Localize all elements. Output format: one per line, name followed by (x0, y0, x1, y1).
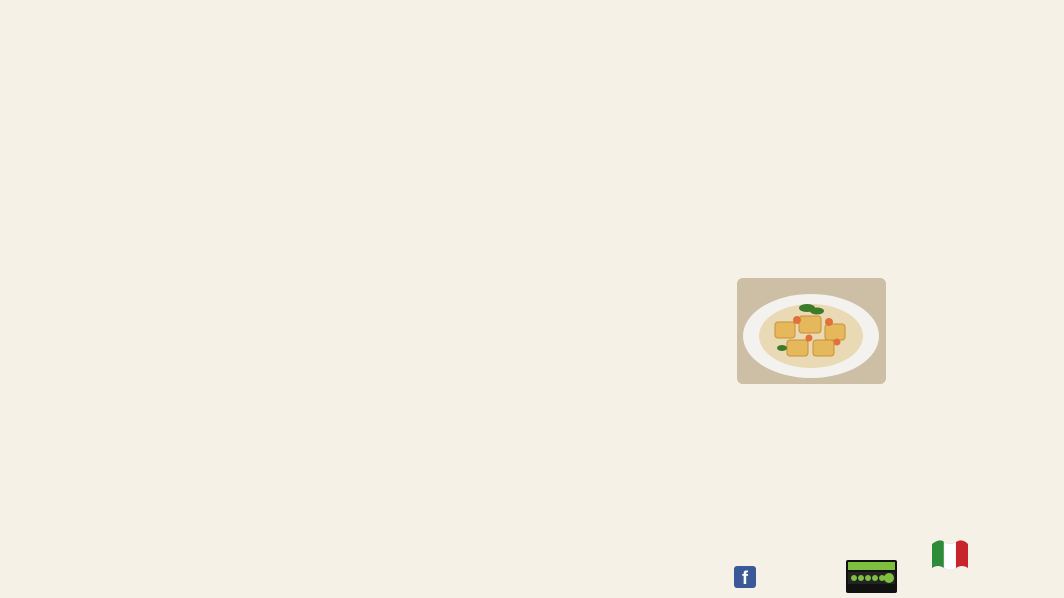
italian-flag-icon (930, 538, 970, 572)
pizza-section (494, 0, 722, 598)
garlic-bread-section (20, 0, 235, 260)
side-orders-section (20, 260, 235, 598)
pasta-section (250, 0, 470, 598)
ravioli-dish-image (737, 278, 886, 384)
speciality-section (742, 0, 890, 270)
food-hygiene-rating-icon (846, 560, 897, 593)
facebook-icon[interactable]: f (734, 566, 756, 588)
polli-section (894, 0, 1056, 598)
